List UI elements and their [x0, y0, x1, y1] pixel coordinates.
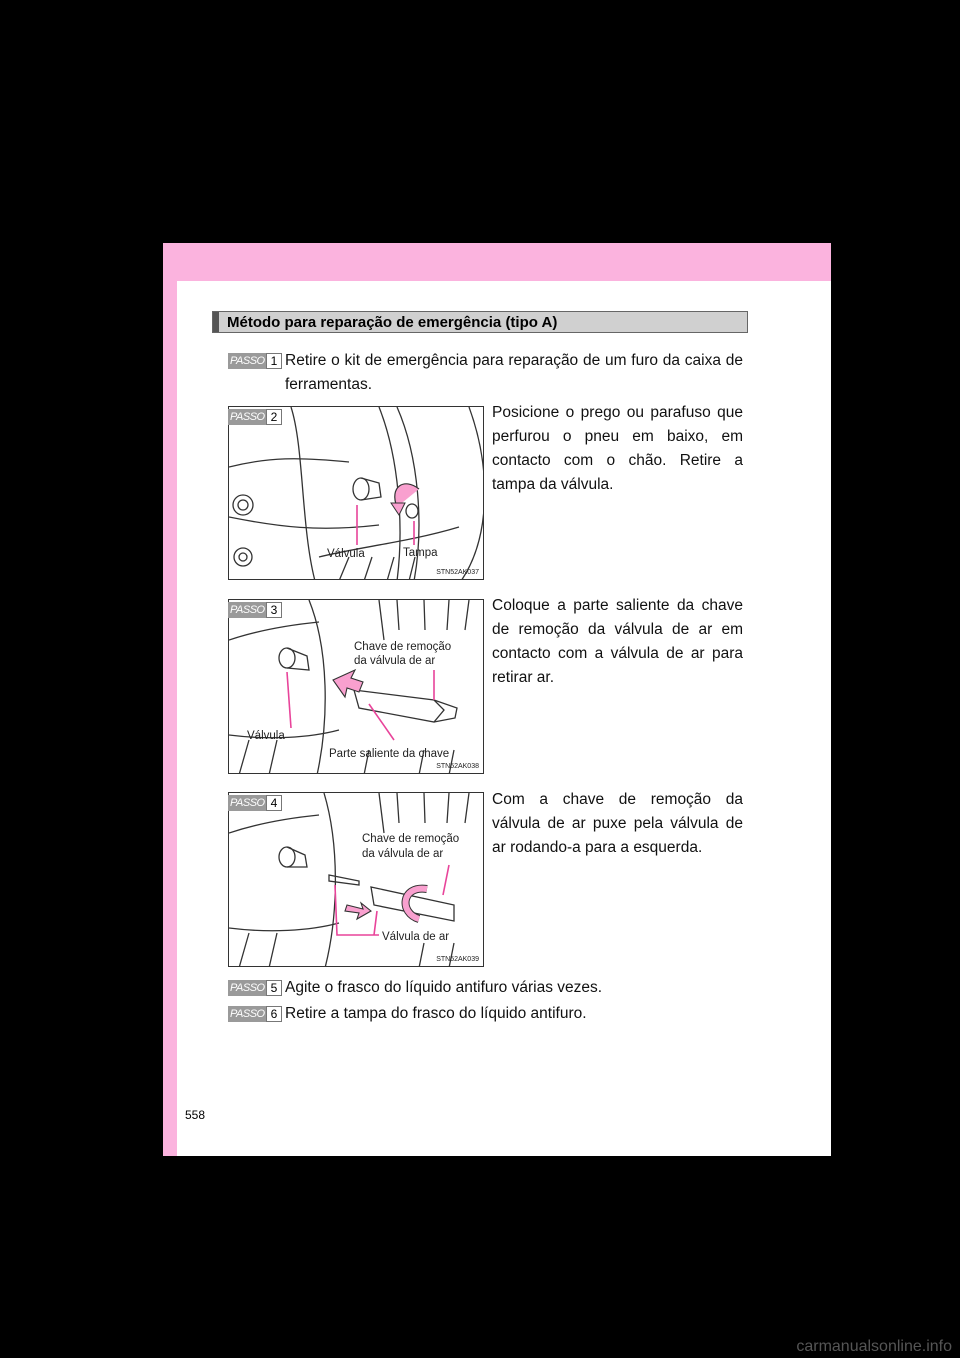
label-valve: Válvula: [247, 730, 285, 742]
step-5-text: Agite o frasco do líquido antifuro várias vezes.: [285, 979, 603, 996]
label-tool-tip: Parte saliente da chave: [329, 748, 450, 760]
badge-number: 6: [266, 1006, 282, 1022]
label-tool-line-1: Chave de remoção: [362, 833, 460, 845]
section-header: [212, 311, 748, 333]
badge-number: 2: [266, 409, 282, 425]
label-tool-line-1: Chave de remoção: [354, 641, 452, 653]
step-1-text: Retire o kit de emergência para reparação de um furo da caixa de ferramentas.: [285, 352, 743, 393]
manual-page: [163, 243, 831, 1156]
page-number: 558: [185, 1108, 206, 1122]
badge-number: 3: [266, 602, 282, 618]
step-4-text: Com a chave de remoção da válvula de ar puxe pela válvula de ar rodando-a para a esquerda.: [492, 791, 743, 856]
badge-word: PASSO: [230, 411, 265, 423]
step-badge-5: [228, 980, 282, 996]
figure-step-4: [228, 792, 484, 967]
label-valve-core: Válvula de ar: [382, 931, 450, 943]
label-valve: Válvula: [327, 548, 365, 560]
label-cap: Tampa: [403, 547, 438, 559]
step-badge-4: [228, 795, 282, 811]
step-2-text: Posicione o prego ou parafuso que perfurou o pneu em baixo, em contacto com o chão. Retire a tampa da válvula.: [492, 404, 743, 493]
figure-code: STN52AK037: [436, 569, 479, 576]
figure-code: STN52AK038: [436, 763, 479, 770]
page-top-band: [163, 243, 831, 281]
step-badge-6: [228, 1006, 282, 1022]
badge-number: 5: [266, 980, 282, 996]
label-tool-line-2: da válvula de ar: [362, 848, 444, 860]
figure-step-3: [228, 599, 484, 774]
figure-step-2: [228, 406, 484, 580]
watermark[interactable]: carmanualsonline.info: [796, 1338, 952, 1355]
badge-word: PASSO: [230, 982, 265, 994]
figure-code: STN52AK039: [436, 956, 479, 963]
badge-number: 1: [266, 353, 282, 369]
step-6-text: Retire a tampa do frasco do líquido antifuro.: [285, 1005, 587, 1022]
badge-word: PASSO: [230, 797, 265, 809]
step-badge-2: [228, 409, 282, 425]
step-badge-3: [228, 602, 282, 618]
step-3-text: Coloque a parte saliente da chave de remoção da válvula de ar em contacto com a válvula de ar para retirar ar.: [492, 597, 743, 686]
section-title: Método para reparação de emergência (tipo A): [227, 314, 558, 331]
badge-word: PASSO: [230, 355, 265, 367]
label-tool-line-2: da válvula de ar: [354, 655, 436, 667]
header-bar: [213, 312, 219, 332]
step-badge-1: [228, 353, 282, 369]
badge-word: PASSO: [230, 1008, 265, 1020]
badge-number: 4: [266, 795, 282, 811]
badge-word: PASSO: [230, 604, 265, 616]
page-side-band: [163, 281, 177, 1156]
